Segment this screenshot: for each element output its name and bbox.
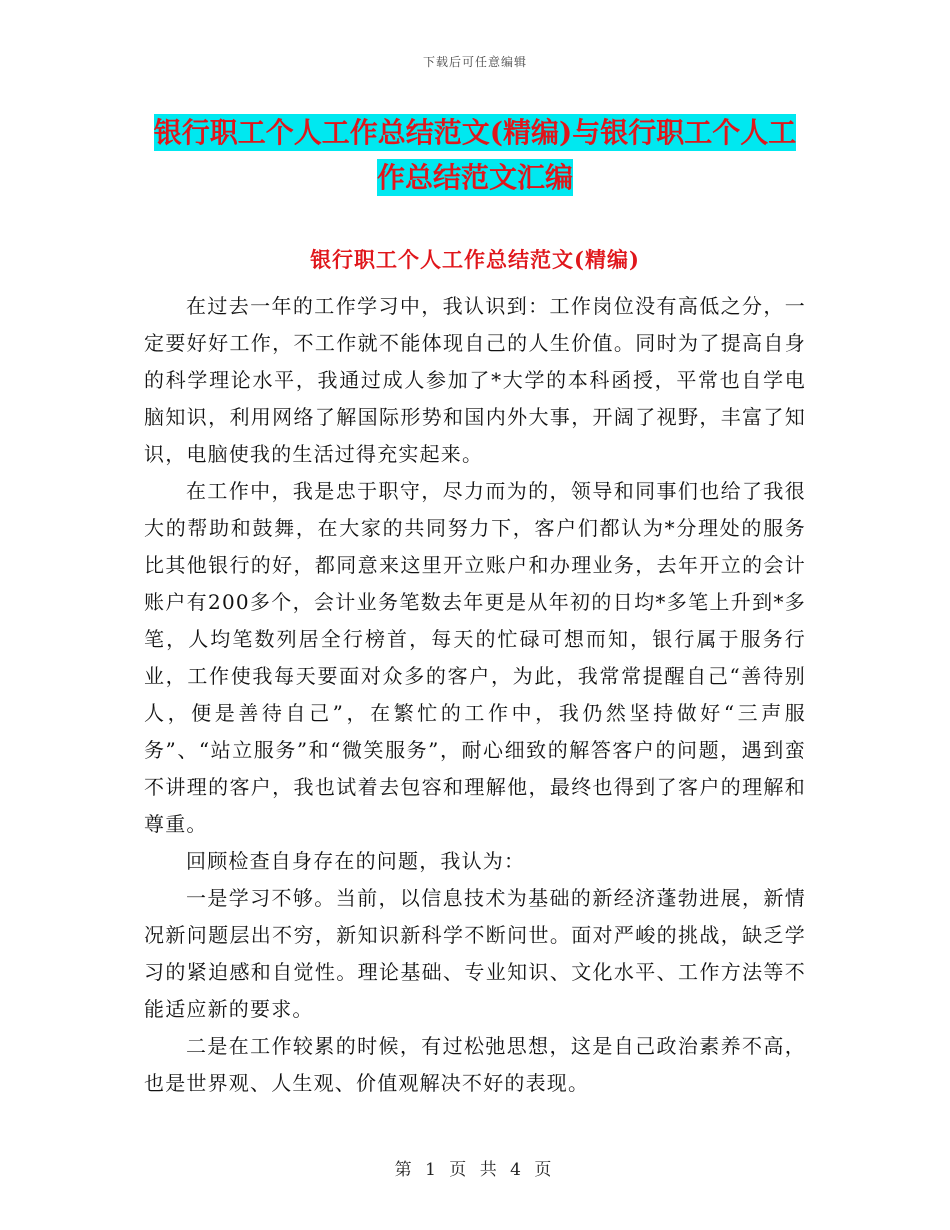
document-title-line-1: 银行职工个人工作总结范文(精编)与银行职工个人工 <box>153 116 797 149</box>
paragraph: 回顾检查自身存在的问题，我认为： <box>186 849 526 873</box>
page-number-footer: 第 1 页 共 4 页 <box>394 1160 556 1180</box>
paragraph: 在工作中，我是忠于职守，尽力而为的，领导和同事们也给了我很大的帮助和鼓舞，在大家的共同努力下，客户们都认为*分理处的服务比其他银行的好，都同意来这里开立账户和办理业务，去年开立的会计账户有200多个，会计业务笔数去年更是从年初的日均*多笔上升到*多笔，人均笔数列居全行榜首，每天的忙碌可想而知，银行属于服务行业，工作使我每天要面对众多的客户，为此，我常常提醒自己“善待别人，便是善待自己”，在繁忙的工作中，我仍然坚持做好“三声服务”、“站立服务”和“微笑服务”，耐心细致的解答客户的问题，遇到蛮不讲理的客户，我也试着去包容和理解他，最终也得到了客户的理解和尊重。 <box>144 479 806 836</box>
header-note: 下载后可任意编辑 <box>422 55 527 69</box>
paragraph: 二是在工作较累的时候，有过松弛思想，这是自己政治素养不高，也是世界观、人生观、价值观解决不好的表现。 <box>144 1034 806 1095</box>
document-title <box>0 110 950 200</box>
document-title-line-2: 作总结范文汇编 <box>376 161 573 194</box>
paragraph: 一是学习不够。当前，以信息技术为基础的新经济蓬勃进展，新情况新问题层出不穷，新知识新科学不断问世。面对严峻的挑战，缺乏学习的紧迫感和自觉性。理论基础、专业知识、文化水平、工作方法等不能适应新的要求。 <box>144 886 806 1021</box>
paragraph: 在过去一年的工作学习中，我认识到：工作岗位没有高低之分，一定要好好工作，不工作就不能体现自己的人生价值。同时为了提高自身的科学理论水平，我通过成人参加了*大学的本科函授，平常也自学电脑知识，利用网络了解国际形势和国内外大事，开阔了视野，丰富了知识，电脑使我的生活过得充实起来。 <box>144 294 806 466</box>
section-title: 银行职工个人工作总结范文(精编) <box>310 247 640 272</box>
document-body <box>144 288 806 1102</box>
